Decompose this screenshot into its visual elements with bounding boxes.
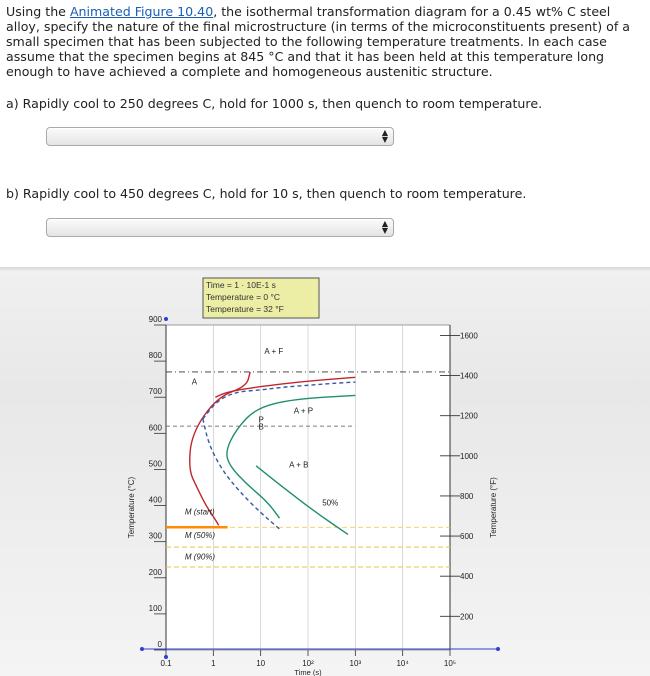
y-axis-right-title: Temperature (°F): [489, 477, 498, 538]
y-tick-label: 500: [148, 459, 162, 469]
region-label-a: A: [191, 377, 198, 387]
x-tick-label: 10: [256, 659, 266, 668]
region-label-m-90-: M (90%): [184, 552, 216, 562]
region-label-a-f: A + F: [264, 346, 284, 356]
y-tick-label: 300: [148, 531, 162, 541]
question-text: Using the Animated Figure 10.40, the isothermal transformation diagram for a 0.45 wt% C steel alloy, specify the nature of the final microstructure (in terms of the microconstituents present) of a small specimen that has been subjected to the following temperature treatments. In each case assume that the specimen begins at 845 °C and that it has been held at this temperature long enough to have achieved a complete and homogeneous austenitic structure.: [6, 4, 631, 79]
y-tick-label: 200: [148, 567, 162, 577]
y-tick-label: 600: [148, 423, 162, 433]
select-arrows-icon: ▲ ▼: [381, 219, 388, 235]
x-tick-label: 10⁵: [443, 659, 457, 668]
y-tick-right-label: 1200: [460, 411, 478, 421]
x-tick-label: 0.1: [160, 659, 172, 668]
y-tick-label: 0: [157, 640, 162, 649]
y-tick-right-label: 400: [460, 572, 474, 582]
readout-temp-f: Temperature = 32 °F: [206, 304, 284, 314]
region-label-b: B: [258, 422, 264, 432]
select-arrows-icon: ▲ ▼: [381, 128, 388, 144]
x-tick-label: 1: [211, 659, 216, 668]
y-axis-title: Temperature (°C): [127, 476, 136, 539]
y-tick-right-label: 600: [460, 532, 474, 542]
x-tick-label: 10²: [302, 659, 314, 668]
y-tick-label: 900: [148, 315, 162, 324]
region-label-a-b: A + B: [289, 460, 309, 470]
y-tick-right-label: 1000: [460, 451, 478, 461]
region-label-a-p: A + P: [293, 406, 314, 416]
x-tick-label: 10³: [349, 659, 362, 668]
x-axis-title: Time (s): [294, 668, 322, 676]
readout-time: Time = 1 · 10E-1 s: [206, 280, 276, 290]
region-label-50-: 50%: [322, 498, 339, 508]
axis-marker: [164, 655, 168, 659]
region-label-p: P: [258, 415, 264, 425]
part-a-select[interactable]: [46, 127, 394, 146]
y-tick-label: 700: [148, 387, 162, 397]
readout-temp-c: Temperature = 0 °C: [206, 292, 281, 302]
readout-box: [203, 278, 319, 318]
part-b-prompt: b) Rapidly cool to 450 degrees C, hold for 10 s, then quench to room temperature.: [6, 186, 527, 201]
axis-marker: [164, 317, 168, 321]
it-diagram-chart[interactable]: [0, 267, 650, 676]
animated-figure-link[interactable]: Animated Figure 10.40: [69, 4, 214, 19]
part-a-prompt: a) Rapidly cool to 250 degrees C, hold for 1000 s, then quench to room temperature.: [6, 96, 543, 111]
region-label-m-50-: M (50%): [184, 531, 216, 541]
y-tick-right-label: 800: [460, 491, 474, 501]
y-tick-label: 400: [148, 495, 162, 505]
y-tick-right-label: 200: [460, 612, 474, 622]
part-b-select[interactable]: [46, 218, 394, 237]
y-tick-right-label: 1400: [460, 371, 478, 381]
y-tick-label: 100: [148, 603, 162, 613]
y-tick-right-label: 1600: [460, 331, 478, 341]
region-label-m-start-: M (start): [184, 507, 215, 517]
x-tick-label: 10⁴: [396, 659, 409, 668]
y-tick-label: 800: [148, 351, 162, 361]
